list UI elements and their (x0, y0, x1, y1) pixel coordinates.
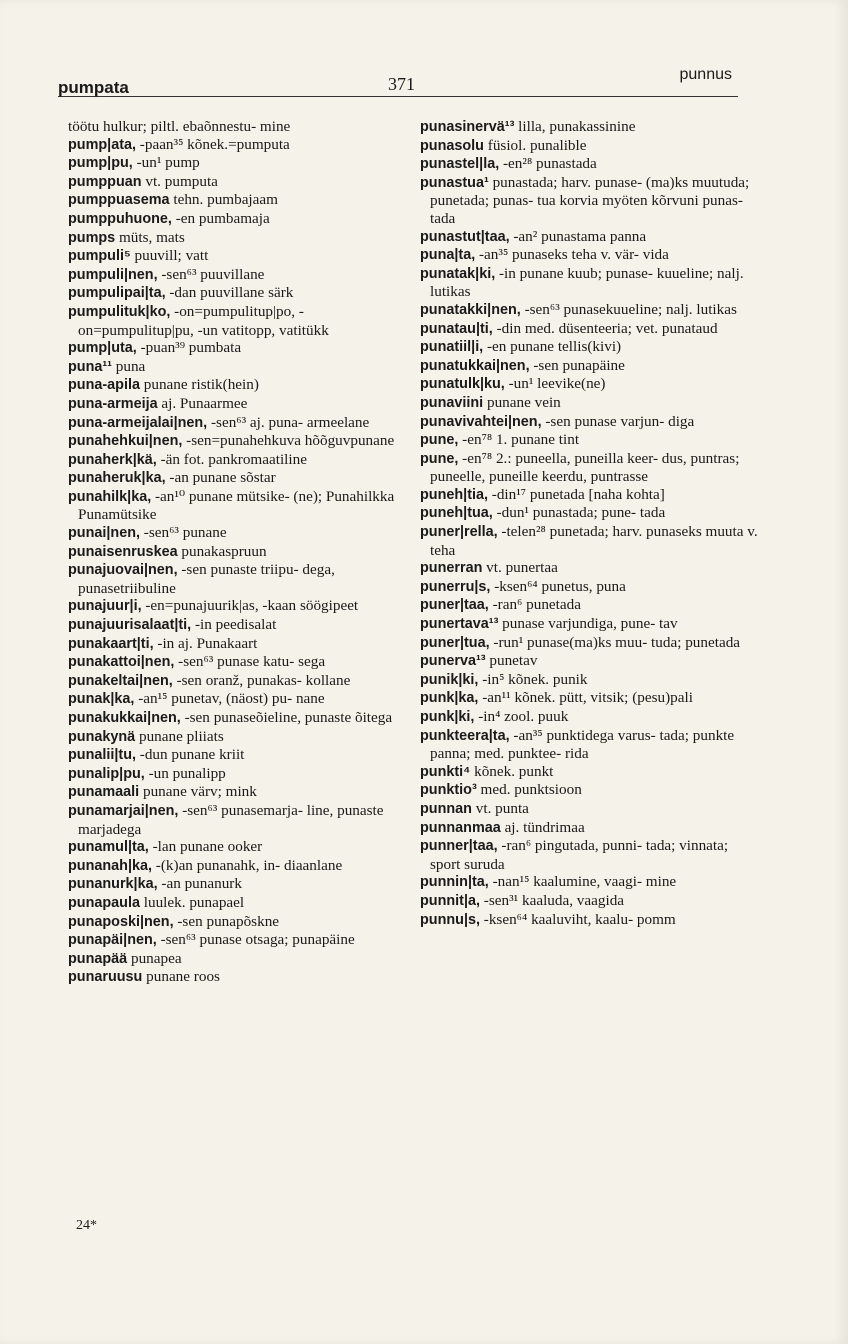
dictionary-entry (68, 561, 400, 597)
dictionary-entry (68, 894, 400, 913)
entry-definition: töötu hulkur; piltl. ebaõnnestu- mine (68, 118, 291, 135)
entry-definition: -in punane kuub; punase- kuueline; nalj. lutikas (430, 264, 744, 301)
header-right-guideword: punnus (679, 66, 732, 83)
dictionary-entry (420, 174, 758, 228)
entry-headword: punk|ki, (420, 709, 475, 725)
dictionary-entry (68, 543, 400, 562)
entry-headword: punaherk|kä, (68, 451, 157, 468)
entry-definition: füsiol. punalible (483, 136, 587, 154)
entry-headword: punktio³ (420, 782, 477, 799)
entry-definition: -dan puuvillane särk (165, 284, 294, 302)
dictionary-entry (420, 450, 758, 486)
dictionary-entry (68, 728, 400, 747)
dictionary-entry (68, 432, 400, 451)
entry-headword: punajuovai|nen, (68, 562, 178, 579)
dictionary-entry (68, 913, 400, 932)
entry-definition: -en=punajuurik|as, -kaan söögipeet (141, 597, 359, 615)
entry-headword: punkti⁴ (420, 763, 471, 780)
entry-headword: punalip|pu, (68, 765, 145, 782)
dictionary-entry (68, 635, 400, 654)
entry-headword: punapaula (68, 894, 140, 911)
dictionary-entry (68, 931, 400, 950)
dictionary-entry (420, 800, 758, 819)
entry-headword: punaisenruskea (68, 543, 178, 560)
dictionary-entry (420, 137, 758, 156)
entry-headword: puna-armeijalai|nen, (68, 414, 208, 431)
dictionary-entry (68, 488, 400, 524)
entry-headword: punahilk|ka, (68, 488, 152, 505)
dictionary-entry (420, 265, 758, 301)
entry-definition: -ksen⁶⁴ punetus, puna (490, 577, 626, 595)
entry-definition: -in aj. Punakaart (153, 634, 258, 652)
entry-definition: -ran⁶ punetada (488, 596, 581, 614)
entry-definition: -din med. düsenteeria; vet. punataud (492, 319, 718, 337)
entry-definition: punapea (127, 949, 182, 967)
entry-headword: punik|ki, (420, 671, 479, 688)
entry-headword: punatukkai|nen, (420, 357, 530, 374)
page-header (58, 66, 738, 97)
dictionary-entry (420, 837, 758, 873)
dictionary-entry (68, 284, 400, 303)
entry-definition: -telen²⁸ punetada; harv. punaseks muuta v. teha (430, 523, 758, 559)
entry-headword: pump|uta, (68, 340, 137, 357)
entry-headword: puna¹¹ (68, 358, 112, 375)
entry-definition: -ran⁶ pingutada, punni- tada; vinnata; sport suruda (430, 837, 729, 873)
dictionary-entry (420, 727, 758, 763)
entry-headword: puner|rella, (420, 524, 498, 541)
dictionary-entry (68, 857, 400, 876)
page-number: 371 (388, 74, 415, 94)
entry-headword: punatau|ti, (420, 320, 493, 337)
dictionary-entry (420, 819, 758, 838)
dictionary-entry (68, 303, 400, 339)
entry-headword: punnu|s, (420, 911, 480, 928)
entry-headword: punatak|ki, (420, 265, 496, 282)
dictionary-entry (68, 690, 400, 709)
entry-headword: punerran (420, 560, 483, 577)
entry-definition: -un¹ leevike(ne) (504, 375, 606, 393)
signature-mark: 24* (76, 1218, 97, 1233)
entry-definition: aj. tündrimaa (500, 818, 585, 836)
entry-definition: -sen oranž, punakas- kollane (172, 671, 351, 689)
entry-definition: vt. pumputa (141, 172, 218, 190)
entry-headword: pumppuasema (68, 192, 170, 209)
dictionary-entry (68, 875, 400, 894)
entry-definition: -(k)an punanahk, in- diaanlane (152, 856, 343, 874)
entry-definition: -en⁷⁸ 2.: puneella, puneilla keer- dus, puntras; puneelle, puneille keerdu, puntrasse (430, 449, 740, 486)
entry-headword: pumpuli⁵ (68, 248, 131, 265)
dictionary-entry (420, 578, 758, 597)
entry-headword: punnan (420, 800, 472, 817)
entry-definition: -an¹¹ kõnek. pütt, vitsik; (pesu)pali (478, 689, 693, 707)
dictionary-entry (68, 414, 400, 433)
dictionary-entry (68, 173, 400, 192)
entry-definition: vt. punta (471, 799, 529, 817)
dictionary-entry (420, 228, 758, 247)
entry-headword: punajuurisalaat|ti, (68, 617, 192, 634)
entry-headword: puneh|tia, (420, 486, 488, 503)
entry-definition: -un¹ pump (132, 154, 200, 172)
entry-definition: -puan³⁹ pumbata (136, 339, 242, 357)
entry-headword: punamul|ta, (68, 839, 149, 856)
entry-headword: pumppuhuone, (68, 210, 172, 227)
entry-definition: -sen punase varjun- diga (541, 412, 695, 430)
entry-definition: -sen punaseõieline, punaste õitega (180, 709, 393, 726)
entry-definition: luulek. punapael (139, 893, 245, 911)
entry-definition: -an¹⁰ punane mütsike- (ne); Punahilkka Punamütsike (78, 487, 395, 524)
entry-definition: -in⁴ zool. puuk (474, 708, 569, 725)
dictionary-entry (68, 191, 400, 210)
dictionary-entry (68, 968, 400, 987)
dictionary-entry (68, 118, 400, 136)
entry-headword: puna-apila (68, 377, 140, 394)
entry-definition: -sen⁶³ punasemarja- line, punaste marjadega (78, 801, 384, 838)
dictionary-entry (420, 873, 758, 892)
dictionary-entry (420, 559, 758, 578)
entry-headword: punakaart|ti, (68, 635, 154, 652)
entry-definition: müts, mats (115, 228, 185, 246)
dictionary-entry (420, 431, 758, 450)
dictionary-entry (420, 246, 758, 265)
entry-definition: -sen⁶³ punane (139, 524, 227, 542)
entry-headword: pumppuan (68, 173, 142, 190)
entry-definition: -an¹⁵ punetav, (näost) pu- nane (134, 690, 325, 708)
entry-definition: -en²⁸ punastada (499, 155, 597, 173)
entry-headword: punaviini (420, 394, 484, 411)
dictionary-entry (68, 524, 400, 543)
dictionary-entry (420, 596, 758, 615)
entry-headword: punnanmaa (420, 819, 501, 836)
entry-headword: pumpulipai|ta, (68, 285, 166, 302)
entry-definition: -un punalipp (144, 764, 226, 782)
entry-headword: punamaali (68, 784, 140, 801)
entry-headword: puna-armeija (68, 395, 158, 412)
dictionary-entry (420, 781, 758, 800)
entry-headword: punai|nen, (68, 525, 140, 542)
entry-headword: punnin|ta, (420, 874, 489, 891)
dictionary-entry (68, 653, 400, 672)
dictionary-entry (420, 486, 758, 505)
dictionary-entry (420, 652, 758, 671)
entry-headword: punatiil|i, (420, 339, 484, 356)
entry-definition: punakaspruun (177, 542, 267, 560)
dictionary-entry (68, 746, 400, 765)
dictionary-entry (420, 504, 758, 523)
entry-headword: punasinervä¹³ (420, 119, 515, 135)
entry-headword: punatakki|nen, (420, 301, 521, 318)
dictionary-entry (420, 523, 758, 559)
entry-definition: -en pumbamaja (171, 209, 270, 227)
entry-headword: punaheruk|ka, (68, 470, 166, 487)
entry-headword: puner|taa, (420, 597, 489, 614)
dictionary-entry (68, 672, 400, 691)
entry-definition: punetav (485, 652, 538, 670)
entry-headword: punalii|tu, (68, 747, 136, 764)
entry-definition: -sen⁶³ puuvillane (157, 265, 265, 283)
entry-definition: -sen⁶³ punasekuueline; nalj. lutikas (520, 300, 737, 318)
entry-definition: puuvill; vatt (130, 247, 209, 265)
entry-headword: punaposki|nen, (68, 913, 174, 930)
entry-headword: punerru|s, (420, 578, 491, 595)
dictionary-entry (420, 155, 758, 174)
entry-headword: pump|pu, (68, 155, 133, 172)
entry-headword: punakattoi|nen, (68, 654, 175, 671)
entry-headword: punakynä (68, 728, 136, 745)
entry-definition: puna (111, 357, 146, 375)
entry-definition: -an³⁵ punaseks teha v. vär- vida (475, 246, 669, 264)
entry-definition: -dun¹ punastada; pune- tada (492, 504, 666, 522)
dictionary-entry (420, 671, 758, 690)
dictionary-entry (420, 763, 758, 782)
dictionary-entry (68, 247, 400, 266)
entry-headword: punastut|taa, (420, 228, 510, 245)
dictionary-entry (68, 709, 400, 728)
entry-definition: -ksen⁶⁴ kaaluviht, kaalu- pomm (479, 910, 676, 928)
entry-definition: -nan¹⁵ kaalumine, vaagi- mine (488, 873, 677, 891)
entry-definition: -en⁷⁸ 1. punane tint (458, 431, 580, 449)
dictionary-entry (68, 802, 400, 838)
dictionary-entry (420, 394, 758, 413)
entry-headword: punapää (68, 950, 128, 967)
entry-definition: punase varjundiga, pune- tav (498, 615, 678, 633)
dictionary-entry (68, 950, 400, 969)
dictionary-entry (420, 892, 758, 911)
entry-headword: punerva¹³ (420, 653, 486, 670)
entry-headword: punakukkai|nen, (68, 710, 181, 726)
dictionary-entry (420, 615, 758, 634)
entry-headword: punaruusu (68, 969, 143, 986)
entry-definition: -sen⁶³ aj. puna- armeelane (207, 413, 370, 431)
dictionary-entry (68, 210, 400, 229)
entry-definition: -an³⁵ punktidega varus- tada; punkte panna; med. punktee- rida (430, 726, 735, 763)
entry-definition: punastada; harv. punase- (ma)ks muutuda; punetada; punas- tua korvia myöten kõrvuni punas- tada (430, 173, 750, 227)
dictionary-entry (420, 118, 758, 137)
entry-headword: punastua¹ (420, 174, 489, 191)
dictionary-entry (420, 634, 758, 653)
entry-definition: vt. punertaa (482, 559, 558, 577)
dictionary-entry (420, 689, 758, 708)
entry-headword: pune, (420, 432, 459, 449)
entry-definition: -en punane tellis(kivi) (483, 338, 622, 356)
dictionary-entry (68, 266, 400, 285)
dictionary-entry (420, 413, 758, 432)
dictionary-entry (68, 783, 400, 802)
left-column (68, 118, 400, 987)
entry-headword: pumpuli|nen, (68, 266, 158, 283)
entry-definition: -in⁵ kõnek. punik (478, 670, 588, 688)
dictionary-entry (420, 357, 758, 376)
dictionary-entry (420, 375, 758, 394)
dictionary-entry (68, 395, 400, 414)
entry-definition: -lan punane ooker (148, 838, 263, 856)
entry-headword: punakeltai|nen, (68, 672, 173, 689)
dictionary-entry (68, 765, 400, 784)
entry-headword: punatulk|ku, (420, 376, 505, 393)
dictionary-entry (420, 708, 758, 727)
entry-definition: punane vein (483, 393, 561, 411)
dictionary-entry (68, 358, 400, 377)
entry-definition: punane ristik(hein) (139, 376, 259, 394)
right-column (420, 118, 758, 929)
entry-headword: punanurk|ka, (68, 876, 158, 893)
entry-definition: -an² punastama panna (509, 227, 647, 245)
dictionary-entry (68, 154, 400, 173)
dictionary-entry (68, 451, 400, 470)
entry-definition: -din¹⁷ punetada [naha kohta] (487, 485, 665, 503)
entry-headword: punertava¹³ (420, 616, 499, 633)
entry-definition: -an punanurk (157, 875, 242, 893)
entry-headword: punavivahtei|nen, (420, 413, 542, 430)
entry-definition: -run¹ punase(ma)ks muu- tuda; punetada (489, 633, 741, 651)
entry-definition: punane värv; mink (139, 783, 257, 801)
entry-headword: punk|ka, (420, 690, 479, 707)
entry-definition: -sen⁶³ punase katu- sega (174, 653, 326, 671)
dictionary-entry (68, 616, 400, 635)
entry-definition: punane pliiats (135, 727, 224, 745)
entry-definition: kõnek. punkt (470, 762, 554, 780)
entry-headword: punapäi|nen, (68, 932, 157, 949)
entry-headword: punanah|ka, (68, 857, 152, 874)
entry-definition: lilla, punakassinine (514, 118, 636, 135)
entry-headword: punnit|a, (420, 892, 480, 909)
entry-headword: puner|tua, (420, 634, 490, 651)
entry-headword: punahehkui|nen, (68, 433, 183, 450)
entry-definition: -sen punapäine (529, 356, 625, 374)
dictionary-entry (68, 136, 400, 155)
dictionary-entry (68, 597, 400, 616)
entry-definition: med. punktsioon (476, 781, 582, 799)
dictionary-entry (420, 301, 758, 320)
dictionary-entry (68, 469, 400, 488)
entry-definition: -sen⁶³ punase otsaga; punapäine (156, 931, 355, 949)
entry-headword: punkteera|ta, (420, 727, 510, 744)
entry-headword: pump|ata, (68, 136, 136, 153)
entry-headword: pumps (68, 229, 116, 246)
entry-definition: -sen punapõskne (173, 912, 280, 930)
entry-definition: -sen punaste triipu- dega, punasetriibuline (78, 561, 335, 597)
entry-headword: pumpulituk|ko, (68, 303, 171, 320)
entry-headword: punak|ka, (68, 691, 135, 708)
entry-definition: tehn. pumbajaam (169, 191, 278, 209)
dictionary-entry (68, 229, 400, 248)
entry-definition: -paan³⁵ kõnek.=pumputa (136, 135, 290, 153)
entry-definition: -an punane sõstar (165, 469, 276, 487)
entry-definition: punane roos (142, 968, 220, 986)
dictionary-entry (420, 338, 758, 357)
entry-definition: -dun punane kriit (135, 746, 245, 764)
entry-definition: -on=pumpulitup|po, -on=pumpulitup|pu, -un vatitopp, vatitükk (78, 302, 329, 339)
entry-headword: puneh|tua, (420, 505, 493, 522)
entry-headword: puna|ta, (420, 247, 476, 264)
dictionary-entry (420, 911, 758, 930)
entry-headword: punner|taa, (420, 838, 498, 855)
entry-definition: -in peedisalat (191, 616, 277, 634)
dictionary-entry (68, 339, 400, 358)
entry-headword: punamarjai|nen, (68, 802, 179, 819)
dictionary-entry (420, 320, 758, 339)
entry-definition: aj. Punaarmee (157, 394, 248, 412)
dictionary-entry (68, 376, 400, 395)
entry-definition: -sen³¹ kaaluda, vaagida (479, 891, 625, 909)
entry-definition: -sen=punahehkuva hõõguvpunane (182, 432, 395, 450)
dictionary-entry (68, 838, 400, 857)
entry-headword: punajuur|i, (68, 598, 142, 615)
entry-headword: punastel|la, (420, 156, 500, 173)
entry-headword: punasolu (420, 137, 484, 154)
header-left-guideword: pumpata (58, 78, 129, 97)
entry-headword: pune, (420, 450, 459, 467)
entry-definition: -än fot. pankromaatiline (156, 450, 307, 468)
